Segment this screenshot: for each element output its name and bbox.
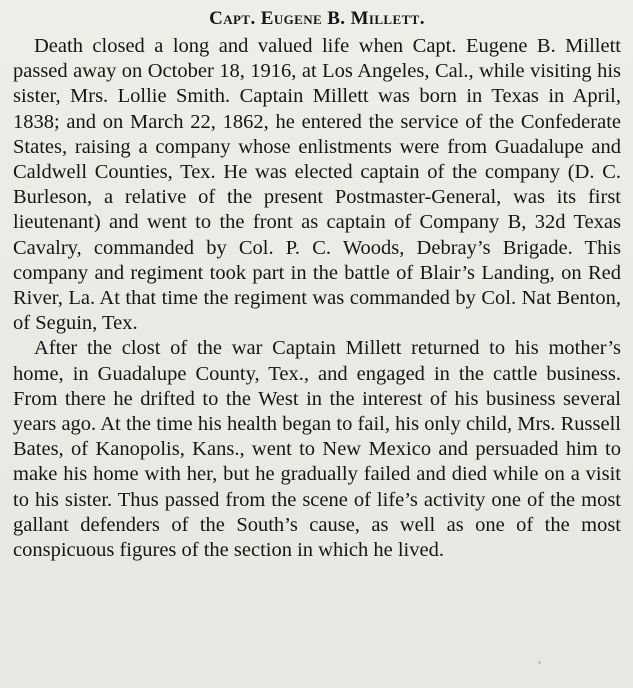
paragraph-1: Death closed a long and valued life when Capt. Eugene B. Millett passed away on October 18, 1916, at Los Angeles, Cal., while visiting his sister, Mrs. Lollie Smith. Captain Millett was born in Texas in April, 1838; and on March 22, 1862, he entered the service of the Confederate States, raising a company whose enlistments were from Guadalupe and Caldwell Counties, Tex. He was elected captain of the company (D. C. Burleson, a relative of the present Postmaster-General, was its first lieutenant) and went to the front as captain of Company B, 32d Texas Cavalry, commanded by Col. P. C. Woods, Debray’s Brigade. This company and regiment took part in the battle of Blair’s Landing, on Red River, La. At that time the regiment was commanded by Col. Nat Benton, of Seguin, Tex. xyxy=(13,35,621,335)
scan-speck xyxy=(538,661,541,664)
paragraph-2: After the clost of the war Captain Millett returned to his mother’s home, in Guadalupe County, Tex., and engaged in the cattle business. From there he drifted to the West in the interest of his business several years ago. At the time his health began to fail, his only child, Mrs. Russell Bates, of Kanopolis, Kans., went to New Mexico and persuaded him to make his home with her, but he gradually failed and died while on a visit to his sister. Thus passed from the scene of life’s activity one of the most gallant defenders of the South’s cause, as well as one of the most conspicuous figures of the section in which he lived. xyxy=(13,337,621,562)
article-title: Capt. Eugene B. Millett. xyxy=(209,8,425,29)
